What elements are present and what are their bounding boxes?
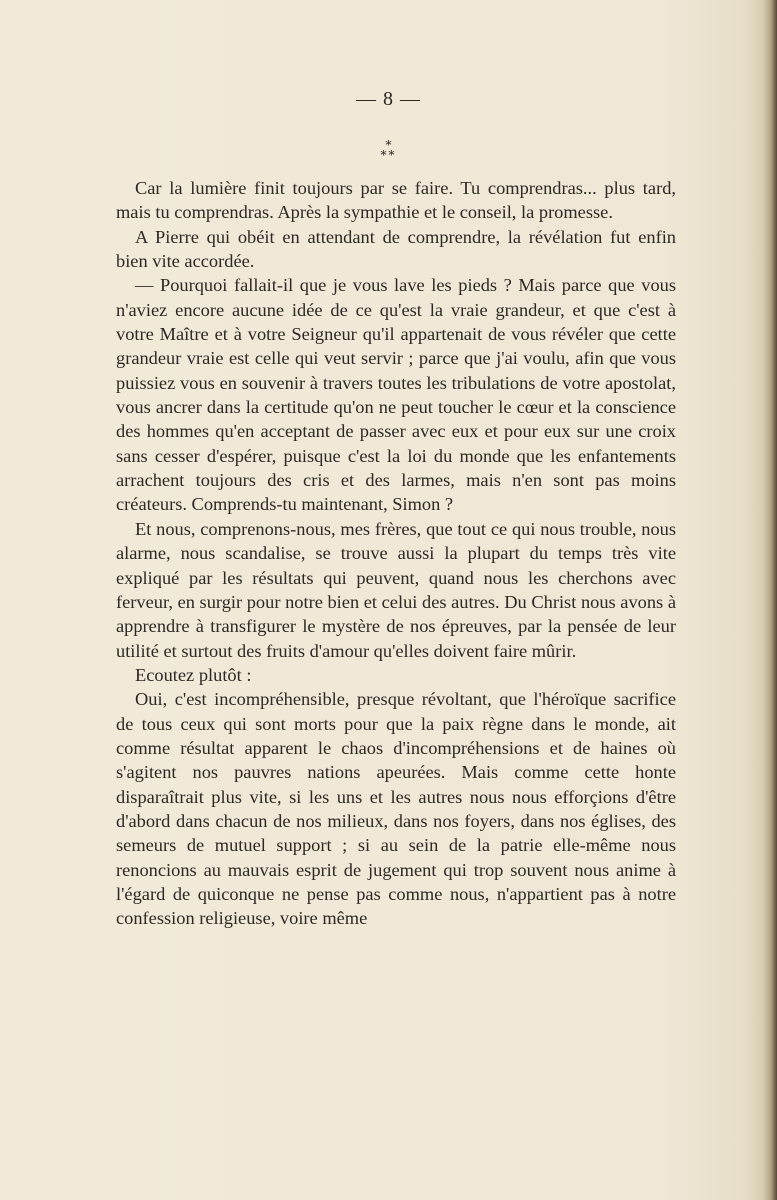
paragraph: A Pierre qui obéit en attendant de comprendre, la révélation fut enfin bien vite accordée. — [116, 226, 676, 272]
asterism-bottom: ** — [380, 148, 397, 162]
paragraph: Ecoutez plutôt : — [135, 664, 252, 685]
section-separator-asterism — [0, 140, 777, 160]
paragraph: Car la lumière finit toujours par se faire. Tu comprendras... plus tard, mais tu comprendras. Après la sympathie et le conseil, la promesse. — [116, 178, 676, 223]
paragraph: — Pourquoi fallait-il que je vous lave les pieds ? Mais parce que vous n'aviez encore aucune idée de ce qu'est la vraie grandeur, et que c'est à votre Maître et à votre Seigneur qu'il appartenait de vous révéler que cette grandeur vraie est celle qui veut servir ; parce que j'ai voulu, afin que vous puissiez vous en souvenir à travers toutes les tribulations de votre apostolat, vous ancrer dans la certitude qu'on ne peut toucher le cœur et la conscience des hommes qu'en acceptant de passer avec eux et pour eux sur une croix sans cesser d'espérer, puisque c'est la loi du monde que les enfantements arrachent toujours des cris et des larmes, mais n'en sont pas moins créateurs. Comprends-tu maintenant, Simon ? — [116, 275, 676, 515]
body-text — [116, 176, 676, 931]
paragraph: Et nous, comprenons-nous, mes frères, que tout ce qui nous trouble, nous alarme, nous scandalise, se trouve aussi la plupart du temps très vite expliqué par les résultats qui peuvent, quand nous les cherchons avec ferveur, en surgir pour notre bien et celui des autres. Du Christ nous avons à apprendre à transfigurer le mystère de nos épreuves, par la pensée de leur utilité et surtout des fruits d'amour qu'elles doivent faire mûrir. — [116, 518, 676, 661]
page-number: — 8 — — [356, 88, 421, 110]
page-edge-shadow — [763, 0, 777, 1200]
asterism-top: * — [385, 138, 392, 152]
paragraph: Oui, c'est incompréhensible, presque révoltant, que l'héroïque sacrifice de tous ceux qui sont morts pour que la paix règne dans le monde, ait comme résultat apparent le chaos d'incompréhensions et de haines où s'agitent nos pauvres nations apeurées. Mais comme cette honte disparaîtrait plus vite, si les uns et les autres nous nous efforçions d'être d'abord dans chacun de nos milieux, dans nos foyers, dans nos églises, des semeurs de mutuel support ; si au sein de la patrie elle-même nous renoncions au mauvais esprit de jugement qui trop souvent nous anime à l'égard de quiconque ne pense pas comme nous, n'appartient pas à notre confession religieuse, voire même — [116, 689, 676, 929]
